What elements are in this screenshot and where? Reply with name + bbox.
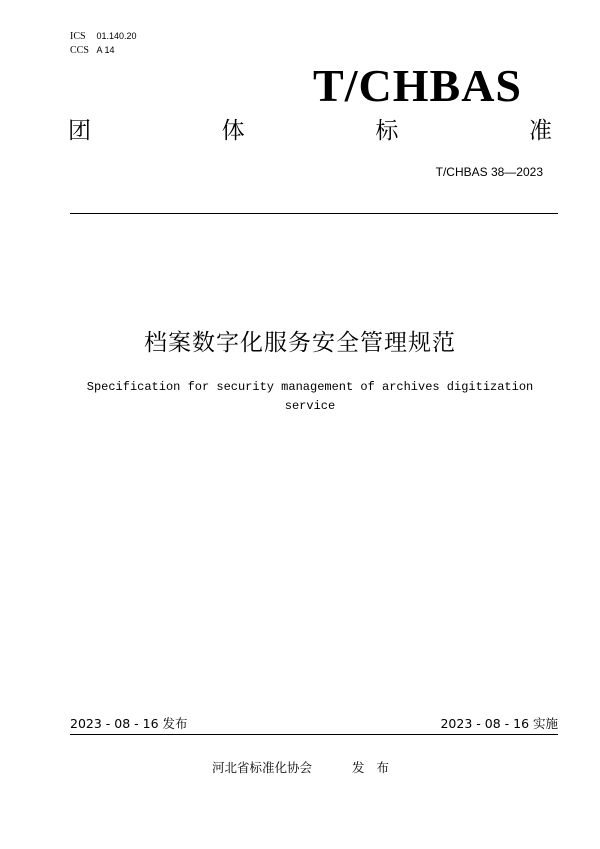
issue-date: 2023 - 08 - 16 发布 (70, 716, 188, 731)
standard-type-char: 准 (528, 118, 552, 144)
ics-code (70, 30, 137, 43)
standard-type (68, 116, 552, 146)
ics-value: 01.140.20 (96, 31, 137, 41)
bottom-divider (70, 734, 558, 735)
title-chinese: 档案数字化服务安全管理规范 (144, 330, 456, 356)
publish-label: 发 布 (352, 760, 393, 775)
standard-type-char: 体 (221, 118, 245, 144)
ccs-label: CCS (70, 45, 89, 56)
ccs-value: A 14 (96, 45, 115, 55)
standard-number: T/CHBAS 38—2023 (435, 165, 543, 179)
ics-label: ICS (70, 31, 86, 42)
ccs-code (70, 44, 115, 57)
publisher-name: 河北省标准化协会 (212, 760, 313, 775)
standard-type-char: 标 (375, 118, 399, 144)
implementation-date: 2023 - 08 - 16 实施 (440, 716, 558, 731)
standard-type-char: 团 (68, 118, 91, 144)
standard-code-logo: T/CHBAS (313, 60, 522, 111)
title-english: Specification for security management of archives digitization service (86, 380, 534, 413)
top-divider (70, 213, 558, 214)
